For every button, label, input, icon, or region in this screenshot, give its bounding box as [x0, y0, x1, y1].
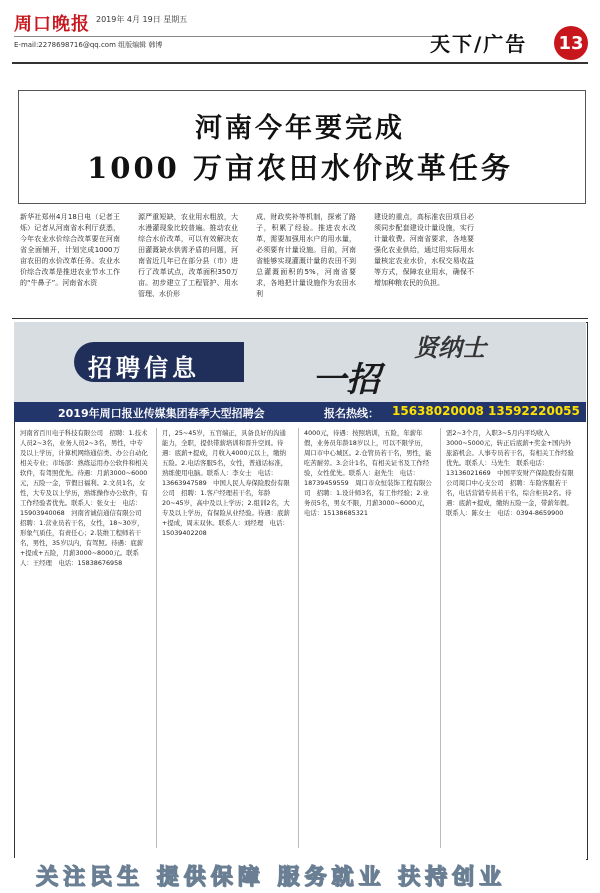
article-column-1: 新华社郑州4月18日电（记者王烁）记者从河南省水利厅获悉，今年农业水价综合改革要在河南省全面铺开，计划完成1000万亩农田的水价改革任务。农业水价综合改革是推进农业节水工作的“牛鼻子”。河南省水资 [20, 213, 120, 287]
recruitment-title-big: 一招 [312, 360, 380, 400]
headline-line-1: 河南今年要完成 [195, 113, 405, 144]
masthead-meta: E-mail:2278698716@qq.com 组版编辑 韩博 [14, 41, 163, 49]
column-divider [298, 428, 299, 848]
listing-column-1: 河南省百川电子科技有限公司 招聘：1.技术人员2~3名，业务人员2~3名，男性，中专及以上学历，计算机网络通信类、办公自动化相关专业；市场部：熟练运用办公软件和相关软件，有驾照优先。待遇：月薪3000~6000元，五险一金，节假日福利。2.文员1名，女性，大专及以上学历，熟练操作办公软件，有工作经验者优先。联系人：张女士 电话：15903940068 河南省诚信通信有限公司 招聘：1.营业员若干名，女性，18~30岁，形象气质佳，有责任心；2.装维工程师若干名，男性，35岁以内，有驾照。待遇：底薪+提成+五险，月薪3000~8000元。联系人：王经理 电话：15838676958 [20, 429, 148, 567]
article-column-2: 源严重短缺，农业用水粗放，大水漫灌现象比较普遍。推动农业综合水价改革，可以有效解决农田灌溉缺水供需矛盾的问题，河南省近几年已在部分县（市）进行了改革试点，改革面积350万亩。初步建立了工程管护、用水管理、水价形 [138, 213, 238, 298]
page-number-badge: 13 [554, 26, 588, 60]
footer-slogan: 关注民生 提供保障 服务就业 扶持创业 [36, 864, 506, 890]
recruitment-banner [14, 322, 586, 402]
recruitment-title-script: 贤纳士 [414, 333, 486, 362]
hotline-numbers: 15638020008 13592220055 [392, 404, 580, 418]
hotline-label: 报名热线： [324, 407, 379, 420]
job-fair-bar [14, 402, 586, 422]
listing-column-4: 需2~3个月，入职3~5月内平均收入3000~5000元，转正后底薪+奖金+国内外旅游机会。人事专员若干名，有相关工作经验优先。联系人：马先生 联系电话：13136021669 中国平安财产保险股份有限公司周口中心支公司 招聘：车险客服若干名，电话营销专员若干名，综合柜员2名。待遇：底薪+提成，缴纳五险一金，带薪年假。联系人：陈女士 电话：0394-8659900 [446, 429, 574, 517]
headline-line-2: 1000 万亩农田水价改革任务 [87, 151, 513, 185]
column-divider [440, 428, 441, 848]
masthead-divider [14, 36, 434, 37]
job-fair-title: 2019年周口报业传媒集团春季大型招聘会 [58, 407, 265, 420]
section-name: 天下/广告 [430, 32, 528, 56]
listing-column-3: 4000元，待遇：按照培训，五险，年薪年假，业务员年龄18岁以上，可以不限学历，周口市中心城区。2.仓管员若干名，男性，能吃苦耐劳。3.会计1名，有相关证书及工作经验，女性优先。联系人：赵先生 电话：18739459559 周口市众恒装饰工程有限公司 招聘：1.设计师3名，有工作经验；2.业务员5名，男女不限，月薪3000~6000元，电话：15138685321 [304, 429, 432, 517]
article-column-4: 建设的重点，高标准农田项目必须同步配套建设计量设施，实行计量收费。河南省要求，各地要强化农业供给，通过用实际用水量核定农业水价，水权交易收益等方式，保障农业用水，确保不增加种粮农民的负担。 [374, 213, 474, 287]
listing-column-2: 月，25~45岁，五官端正，具备良好的沟通能力，全职，提供带薪培训和晋升空间。待遇：底薪+提成，月收入4000元以上，缴纳五险。2.电话客服5名，女性，普通话标准，熟练使用电脑。联系人：李女士 电话：13663947589 中国人民人寿保险股份有限公司 招聘：1.客户经理若干名，年龄20~45岁，高中及以上学历；2.组训2名，大专及以上学历，有保险从业经验。待遇：底薪+提成，周末双休。联系人：刘经理 电话：15039402208 [162, 429, 290, 537]
header-rule [12, 62, 588, 64]
issue-date: 2019年 4月 19日 星期五 [96, 15, 188, 24]
newspaper-logo: 周口晚报 [14, 14, 90, 35]
article-column-3: 成、财政奖补等机制，探索了路子，积累了经验。推进农水改革，需要加强用水户的用水量，必须要有计量设施。目前，河南省能够实现灌溉计量的农田不到总灌溉面积的5%，河南省要求，各地把计量设施作为农田水利 [256, 213, 356, 298]
masthead [0, 0, 600, 58]
column-divider [156, 428, 157, 848]
recruitment-title: 招聘信息 [88, 353, 200, 382]
article-bottom-rule [12, 318, 588, 319]
